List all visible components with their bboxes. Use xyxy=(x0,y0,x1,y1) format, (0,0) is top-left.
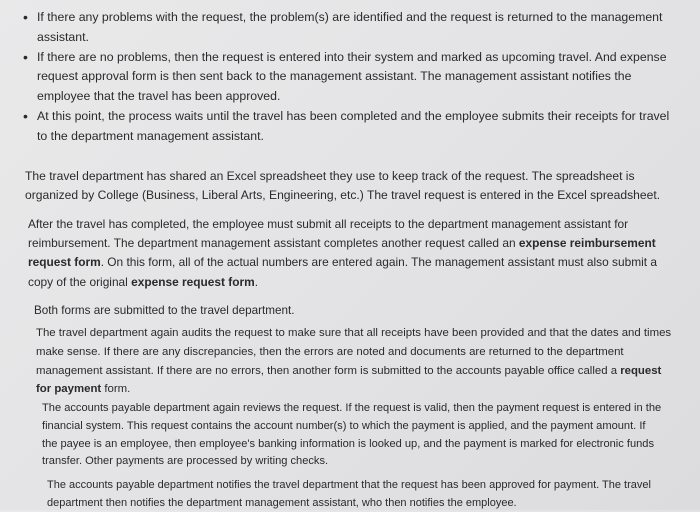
bullet-text: If there any problems with the request, the problem(s) are identified and the request is returned to the management assistant. xyxy=(37,10,663,44)
reimbursement-paragraph xyxy=(28,215,683,292)
text-run: The travel department again audits the request to make sure that all receipts have been provided and that the dates and times make sense. If there are any discrepancies, then the errors are noted and documents are returned to the department management assistant. If there are no errors, then another form is submitted to the accounts payable office called a xyxy=(36,327,672,377)
text-run: form. xyxy=(101,383,131,396)
bullet-item xyxy=(22,48,682,107)
audit-paragraph xyxy=(36,324,676,398)
bullet-item xyxy=(22,107,682,147)
text-run: . xyxy=(254,274,259,289)
bullet-dot-icon: • xyxy=(23,9,28,25)
text-run: . On this form, all of the actual numbers are entered again. The management assistant must also submit a copy of the original xyxy=(28,255,657,289)
notification-paragraph: The accounts payable department notifies the travel department that the request has been approved for payment. The travel department then notifies the department management assistant, who then notifies the employee. xyxy=(47,479,651,509)
forms-submitted-paragraph: Both forms are submitted to the travel department. xyxy=(34,303,295,317)
spreadsheet-paragraph: The travel department has shared an Excel spreadsheet they use to keep track of the request. The spreadsheet is organized by College (Business, Liberal Arts, Engineering, etc.) The travel request is entered in the Excel spreadsheet. xyxy=(25,169,661,203)
bold-term: request for payment xyxy=(36,364,662,396)
bold-term: expense reimbursement request form xyxy=(28,236,656,270)
bold-term: expense request form xyxy=(131,274,255,289)
bullet-text: At this point, the process waits until the travel has been completed and the employee submits their receipts for travel to the department management assistant. xyxy=(37,108,670,143)
bullet-dot-icon: • xyxy=(23,48,28,65)
process-bullet-list xyxy=(22,8,682,147)
text-run: After the travel has completed, the employee must submit all receipts to the department management assistant for reimbursement. The department management assistant completes another request called an xyxy=(28,216,629,251)
bullet-dot-icon: • xyxy=(23,107,28,124)
accounts-payable-paragraph: The accounts payable department again reviews the request. If the request is valid, then the payment request is entered in the financial system. This request contains the account number(s) to which the payment is applied, and the payment amount. If the payee is an employee, then employee's banking information is looked up, and the payment is marked for electronic funds transfer. Other payments are processed by writing checks. xyxy=(42,402,662,468)
bullet-item xyxy=(22,8,682,48)
bullet-text: If there are no problems, then the request is entered into their system and marked as upcoming travel. And expense request approval form is then sent back to the management assistant. The management assistant notifies the employee that the travel has been approved. xyxy=(37,49,667,104)
